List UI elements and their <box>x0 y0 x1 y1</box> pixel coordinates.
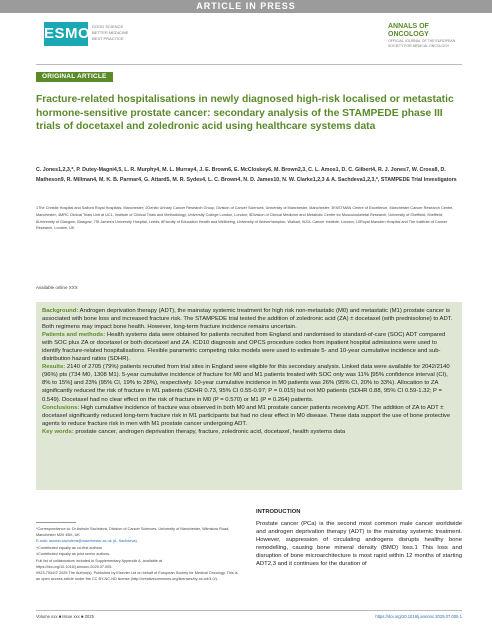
abstract-methods <box>42 331 456 363</box>
footnote-senior-authors: ‡Contributed equally as joint senior authors. <box>36 552 111 557</box>
conclusions-text: High cumulative incidence of fracture was observed in both M0 and M1 prostate cancer patients receiving ADT. The addition of ZA to ADT ± docetaxel significantly reduced long-term fracture risk in M1 participants but had no clear effect in M0 disease. These data support the use of bone protective agents to reduce fracture risk in men with M1 prostate cancer undergoing ADT. <box>42 404 451 427</box>
footnote-first-authors: †Contributed equally as co-first authors <box>36 545 103 550</box>
article-title: Fracture-related hospitalisations in newly diagnosed high-risk localised or metastatic hormone-sensitive prostate cancer: secondary analysis of the STAMPEDE phase III trials of docetaxel and zoledronic acid using healthcare systems data <box>36 94 454 132</box>
author-list[interactable]: C. Jones1,2,3,*, P. Dutey-Magni4,5, L. R. Murphy4, M. L. Murray4, J. E. Brown6, E. McCloskey6, M. Brown2,3, C. L. Amos1, D. C. Gilbert4, R. J. Jones7, W. Cross8, D. Matheson9, R. Millman4, M. K. B. Parmar4, G. Attard5, M. R. Sydes4, L. C. Brown4, N. D. James10, N. W. Clarke1,2,3 & A. Sachdeva1,2,3,*, STAMPEDE Trial Investigators <box>36 167 457 183</box>
background-label: Background: <box>42 308 79 314</box>
footnote-license[interactable]: 0923-7534/© 2025 The Author(s). Published by Elsevier Ltd on behalf of European Society for Medical Oncology. This is an open access article under the CC BY-NC-ND license (http://creativecommons.org/licenses/by-nc-nd/4.0/). <box>36 570 238 581</box>
footnotes <box>36 522 238 582</box>
available-online: Available online XXX <box>36 285 78 290</box>
abstract-keywords <box>42 428 456 436</box>
methods-text: Health systems data were obtained for patients recruited from England and randomised to standard-of-care (SOC) ADT compared with SOC plus ZA or docetaxel or both docetaxel and ZA. ICD10 diagnosis and OPCS procedure codes from inpatient hospital admissions were used to identify fracture-related hospitalisations. Flexible parametric competing risks models were used to estimate 5- and 10-year cumulative incidence and sub-distribution hazard ratios (SDHR). <box>42 332 446 363</box>
abstract-background <box>42 307 456 331</box>
introduction-text: Prostate cancer (PCa) is the second most common male cancer worldwide and androgen deprivation therapy (ADT) is the mainstay systemic treatment. However, suppression of circulating androgens disrupts healthy bone remodelling, causing bone mineral density (BMD) loss.1 This loss and disruption of bone microarchitecture is most rapid within 12 months of starting ADT2,3 and it continues for the duration of <box>256 521 462 568</box>
background-text: Androgen deprivation therapy (ADT), the mainstay systemic treatment for high risk non-metastatic (M0) and metastatic (M1) prostate cancer is associated with bone loss and increased fracture risk. The STAMPEDE trial tested the addition of zoledronic acid (ZA) ± docetaxel (with prednisolone) to ADT. Both regimens may impact bone health. However, long-term fracture incidence remains uncertain. <box>42 308 453 331</box>
footnote-email[interactable]: E-mail: ashwin.sachdeva@manchester.ac.uk (A. Sachdeva). <box>36 539 138 544</box>
affiliations: 1The Christie Hospital and Salford Royal Hospitals, Manchester; 2Genito Urinary Cancer Research Group, Division of Cancer Sciences, University of Manchester, Manchester; 3FASTMAN Centre of Excellence, Manchester Cancer Research Centre, Manchester; 4MRC Clinical Trials Unit at UCL, Institute of Clinical Trials and Methodology, University College London, London; 5Division of Clinical Medicine and Metabolic Centre for Musculoskeletal Research, University of Sheffield, Sheffield; 6University of Glasgow, Glasgow; 7St James's University Hospital, Leeds; 8Faculty of Education Health and Wellbeing, University of Wolverhampton, Walsall; 9UCL Cancer Institute, London; 10Royal Marsden Hospital and The Institute of Cancer Research, London, UK <box>36 206 454 231</box>
methods-label: Patients and methods: <box>42 332 106 339</box>
esmo-tagline: GOOD SCIENCE BETTER MEDICINE BEST PRACTICE <box>92 24 129 41</box>
article-in-press-banner: ARTICLE IN PRESS <box>0 0 492 13</box>
keywords-text: prostate cancer, androgen deprivation therapy, fracture, zoledronic acid, docetaxel, health systems data <box>75 428 346 435</box>
annals-logo-line2: ONCOLOGY <box>388 31 429 38</box>
abstract-results <box>42 363 456 403</box>
header-divider <box>36 64 462 65</box>
annals-logo-line1: ANNALS OF <box>388 23 429 30</box>
volume-issue: Volume xxx ■ Issue xxx ■ 2025 <box>36 614 94 619</box>
abstract-box <box>36 302 462 490</box>
abstract-conclusions <box>42 404 456 428</box>
doi-link[interactable]: https://doi.org/10.1016/j.annonc.2025.07.005 1 <box>375 614 462 619</box>
article-type-badge: ORIGINAL ARTICLE <box>36 72 113 82</box>
introduction-heading: INTRODUCTION <box>256 509 301 515</box>
footnote-collaborators[interactable]: Full list of collaborators included in Supplementary Appendix A, available at https://doi.org/10.1016/j.annonc.2025.07.005. <box>36 558 163 569</box>
results-label: Results: <box>42 364 66 371</box>
footnote-correspondence: *Correspondence to: Dr Ashwin Sachdeva, Division of Cancer Sciences, University of Manchester, Wilmslow Road, Manchester M20 4BX, UK <box>36 527 230 537</box>
esmo-logo: ESMO <box>44 22 88 46</box>
annals-of-oncology-logo <box>388 23 462 49</box>
footer-divider <box>36 610 462 611</box>
conclusions-label: Conclusions: <box>42 404 80 411</box>
annals-logo-line3: OFFICIAL JOURNAL OF THE EUROPEAN SOCIETY FOR MEDICAL ONCOLOGY <box>388 39 456 48</box>
results-text: 2140 of 2705 (79%) patients recruited from trial sites in England were eligible for this secondary analysis. Linked data were available for 2042/2140 (96%) pts (734 M0, 1308 M1). 5-year cumulative incidence of fracture for M0 and M1 patients treated with SOC only was 11% [95% confidence interval (CI), 8% to 15%] and 23% (95% CI, 19% to 28%), respectively. 10-year cumulative incidence in M0 patients was 26% (95% CI, 20% to 33%). Allocation to ZA significantly reduced the risk of fracture in M1 patients (SDHR 0.73, 95% CI 0.55-0.97; P = 0.015) but not M0 patients (SDHR 0.88, 95% CI 0.59-1.32; P = 0.549). Docetaxel had no clear effect on the risk of fracture in M0 (P = 0.570) or M1 (P = 0.264) patients. <box>42 364 450 403</box>
footnote-divider <box>36 522 76 523</box>
keywords-label: Key words: <box>42 428 74 435</box>
